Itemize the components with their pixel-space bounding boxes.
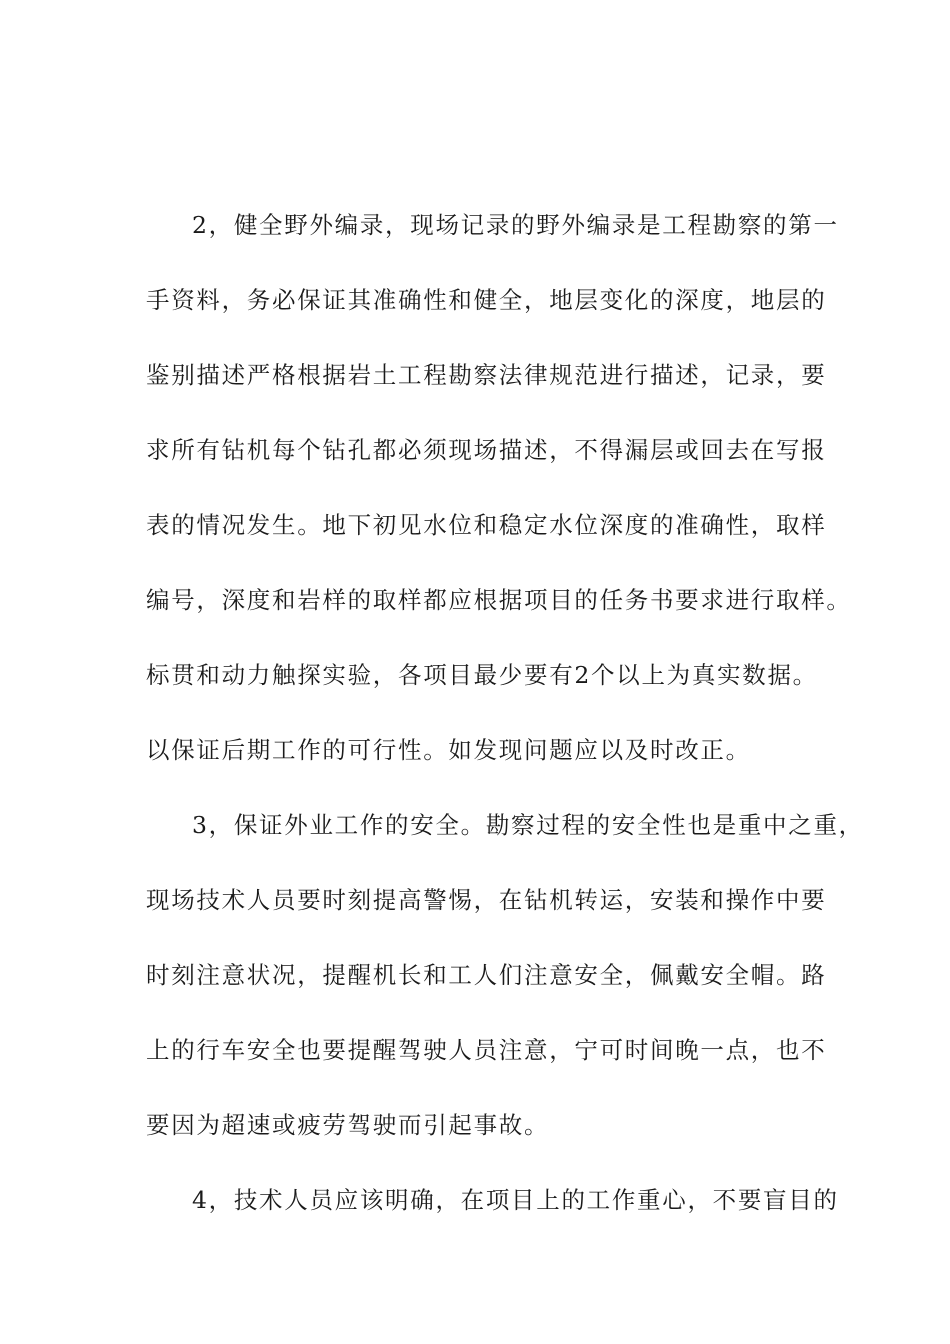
paragraph-3-line-2: 现场技术人员要时刻提高警惕，在钻机转运，安装和操作中要	[146, 886, 827, 914]
paragraph-3-line-3: 时刻注意状况，提醒机长和工人们注意安全，佩戴安全帽。路	[146, 961, 827, 989]
paragraph-2-line-8: 以保证后期工作的可行性。如发现问题应以及时改正。	[146, 736, 751, 764]
paragraph-2-line-6: 编号，深度和岩样的取样都应根据项目的任务书要求进行取样。	[146, 586, 852, 614]
paragraph-2-line-2: 手资料，务必保证其准确性和健全，地层变化的深度，地层的	[146, 286, 827, 314]
paragraph-2-line-1: 2，健全野外编录，现场记录的野外编录是工程勘察的第一	[192, 211, 839, 239]
paragraph-2-line-4: 求所有钻机每个钻孔都必须现场描述，不得漏层或回去在写报	[146, 436, 827, 464]
paragraph-3-line-4: 上的行车安全也要提醒驾驶人员注意，宁可时间晚一点，也不	[146, 1036, 827, 1064]
paragraph-2-line-7: 标贯和动力触探实验，各项目最少要有2个以上为真实数据。	[146, 661, 818, 689]
paragraph-2-line-3: 鉴别描述严格根据岩土工程勘察法律规范进行描述，记录，要	[146, 361, 827, 389]
paragraph-3-line-5: 要因为超速或疲劳驾驶而引起事故。	[146, 1111, 550, 1139]
paragraph-4-line-1: 4，技术人员应该明确，在项目上的工作重心，不要盲目的	[192, 1186, 839, 1214]
paragraph-3-line-1: 3，保证外业工作的安全。勘察过程的安全性也是重中之重，	[192, 811, 864, 839]
paragraph-2-line-5: 表的情况发生。地下初见水位和稳定水位深度的准确性，取样	[146, 511, 827, 539]
